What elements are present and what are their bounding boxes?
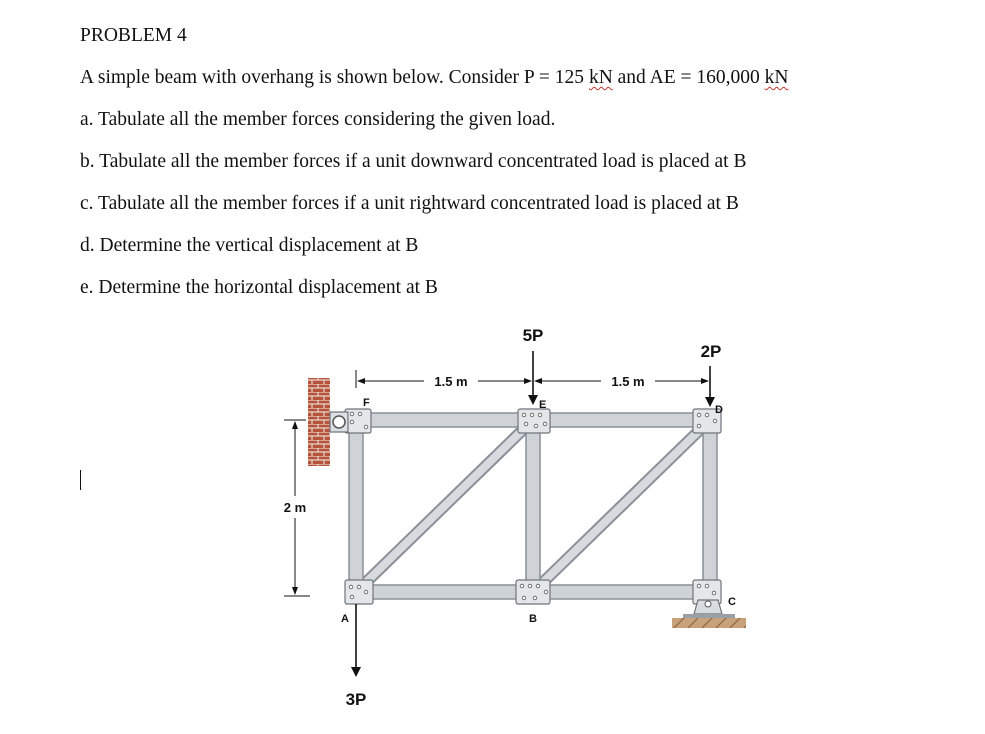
item-a: a. Tabulate all the member forces considering the given load. xyxy=(80,109,556,130)
member-CD xyxy=(703,420,717,592)
intro-unit-kn-2: kN xyxy=(764,67,789,88)
gusset-A xyxy=(345,580,373,604)
load-label-5P: 5P xyxy=(522,326,544,345)
node-label-E: E xyxy=(539,399,547,411)
dim-label-right: 1.5 m xyxy=(611,374,645,389)
node-label-A: A xyxy=(341,613,349,625)
node-label-D: D xyxy=(715,404,723,416)
intro-text-pre: A simple beam with overhang is shown below. Consider P = 125 xyxy=(80,67,589,88)
item-b: b. Tabulate all the member forces if a unit downward concentrated load is placed at B xyxy=(80,151,747,172)
node-label-B: B xyxy=(529,613,537,625)
dim-label-height: 2 m xyxy=(283,500,307,515)
load-label-2P: 2P xyxy=(700,342,722,361)
brick-wall xyxy=(308,378,330,466)
node-label-F: F xyxy=(363,397,370,409)
item-d: d. Determine the vertical displacement at B xyxy=(80,235,419,256)
intro-text-mid: and AE = 160,000 xyxy=(612,67,765,88)
member-AF xyxy=(349,420,363,592)
wall-pin-support xyxy=(330,412,348,432)
intro-unit-kn-1: kN xyxy=(588,67,613,88)
truss-members xyxy=(349,413,717,599)
member-BE xyxy=(526,420,540,592)
dim-label-left: 1.5 m xyxy=(434,374,468,389)
item-c: c. Tabulate all the member forces if a unit rightward concentrated load is placed at B xyxy=(80,193,739,214)
gusset-F xyxy=(345,409,371,433)
gusset-E xyxy=(518,409,550,433)
ground-hatch xyxy=(672,618,746,628)
load-label-3P: 3P xyxy=(345,690,367,709)
node-label-C: C xyxy=(728,596,736,608)
item-e: e. Determine the horizontal displacement at B xyxy=(80,277,438,298)
problem-title: PROBLEM 4 xyxy=(80,25,187,46)
